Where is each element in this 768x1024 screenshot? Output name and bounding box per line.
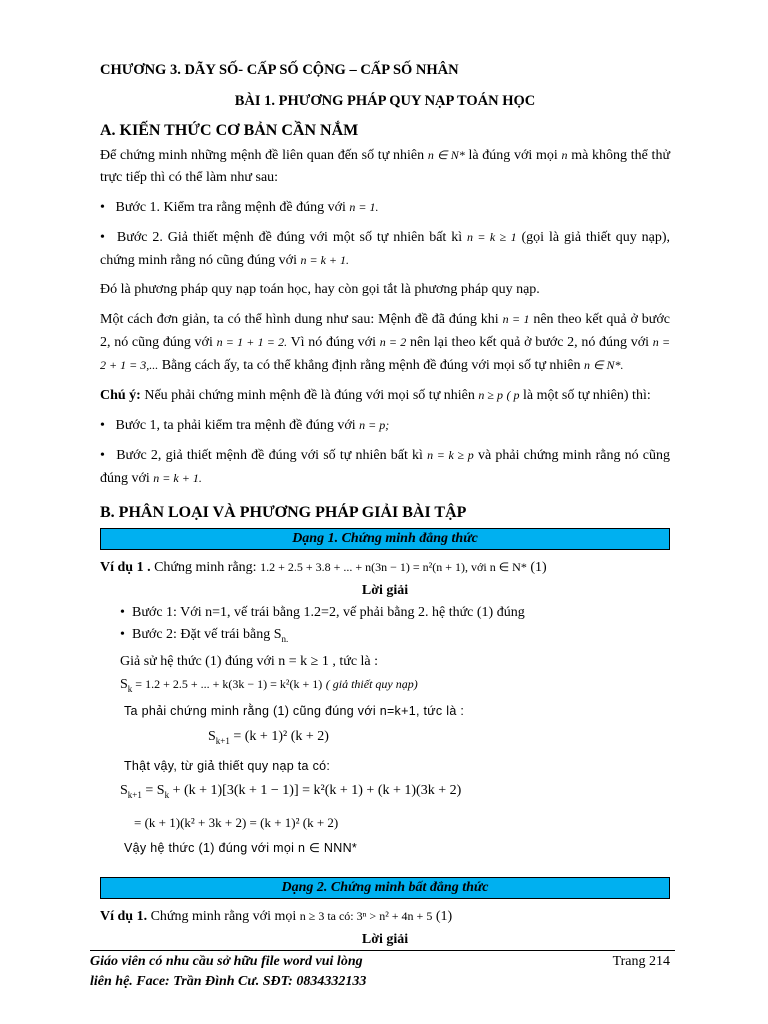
proof-rest: + (k + 1)[3(k + 1 − 1)] = k²(k + 1) + (k + 1)(3k + 2) (169, 783, 462, 799)
simple-math-2: n = 1 + 1 = 2. (216, 335, 288, 349)
page-content (100, 62, 670, 952)
step2-text-2: (gọi là giả thiết quy nạp), chứng minh rằng nó cũng đúng với (100, 230, 671, 268)
proof-sub-2: k (164, 790, 170, 801)
example2-number: (1) (435, 909, 453, 925)
solution-conclude: Vậy hệ thức (1) đúng với mọi n ∈ NNN* (124, 841, 358, 856)
method-sentence: Đó là phương pháp quy nạp toán học, hay còn gọi tắt là phương pháp quy nạp. (100, 282, 540, 297)
step1-paragraph (100, 196, 670, 219)
target-s: S (208, 728, 216, 744)
simple-math-5: n ∈ N*. (584, 358, 624, 372)
note-step2-math-2: n = k + 1. (153, 471, 202, 485)
note-paragraph (100, 384, 670, 407)
example2-math: n ≥ 3 ta có: 3ⁿ > n² + 4n + 5 (299, 909, 433, 924)
solution-step1 (100, 603, 670, 623)
solution-title: Lời giải (361, 583, 409, 598)
solution-assume: Giả sử hệ thức (1) đúng với n = k ≥ 1 , tức là : (120, 653, 379, 669)
simple-text-5: Bằng cách ấy, ta có thể khẳng định rằng mệnh đề đúng với mọi số tự nhiên (161, 358, 581, 373)
step1-text: Bước 1. Kiểm tra rằng mệnh đề đúng với (115, 200, 346, 215)
intro-text-2: là đúng với mọi (468, 148, 558, 163)
example2-text: Chứng minh rằng với mọi (150, 909, 297, 925)
step2-text-1: Bước 2. Giả thiết mệnh đề đúng với một số tự nhiên bất kì (116, 230, 463, 245)
lesson-title: BÀI 1. PHƯƠNG PHÁP QUY NẠP TOÁN HỌC (234, 93, 536, 109)
intro-paragraph (100, 144, 670, 189)
sk-sub: k (127, 683, 133, 694)
note-step1-math: n = p; (359, 418, 390, 432)
example1-number: (1) (530, 560, 547, 575)
solution-step2 (100, 625, 670, 649)
proof-s: S (120, 783, 128, 799)
example1-line (100, 556, 670, 579)
section-b-title: B. PHÂN LOẠI VÀ PHƯƠNG PHÁP GIẢI BÀI TẬP (100, 504, 467, 521)
bullet-icon: • (120, 605, 125, 620)
proof-eq: = S (141, 783, 165, 799)
intro-text-3: mà không thể thử trực tiếp thì có thể làm như sau: (100, 148, 671, 185)
note-math-1: n ≥ p (478, 388, 503, 402)
intro-text-1: Để chứng minh những mệnh đề liên quan đến số tự nhiên (100, 148, 425, 163)
proof-line-2: = (k + 1)(k² + 3k + 2) = (k + 1)² (k + 2) (134, 815, 339, 831)
sk-formula: = 1.2 + 2.5 + ... + k(3k − 1) = k²(k + 1) (132, 676, 323, 691)
step2-math-1: n = k ≥ 1 (467, 230, 517, 244)
simple-text-3: Vì nó đúng với (290, 335, 376, 350)
type2-band: Dạng 2. Chứng minh bất đẳng thức (100, 877, 670, 899)
bullet-icon: • (100, 200, 105, 215)
note-step2-paragraph (100, 444, 670, 490)
step2-paragraph (100, 226, 670, 272)
simple-math-3: n = 2 (379, 335, 407, 349)
bullet-icon: • (120, 627, 125, 642)
simple-paragraph (100, 308, 670, 377)
example1-math: 1.2 + 2.5 + 3.8 + ... + n(3n − 1) = n²(n + 1), với n ∈ N* (260, 560, 527, 574)
page-number: Trang 214 (612, 954, 670, 969)
step2-math-2: n = k + 1. (300, 253, 349, 267)
step1-math: n = 1. (349, 200, 379, 214)
bullet-icon: • (100, 418, 105, 433)
target-rest: = (k + 1)² (k + 2) (229, 728, 329, 744)
simple-math-4: n = 2 + 1 = 3,... (100, 335, 671, 372)
proof-line-1 (100, 777, 670, 809)
note-step2-text-1: Bước 2, giả thiết mệnh đề đúng với số tự nhiên bất kì (116, 448, 423, 463)
solution-sk-line (100, 673, 670, 700)
simple-text-2: nên theo kết quả ở bước 2, nó cũng đúng với (100, 312, 671, 350)
sk-symbol: S (120, 676, 128, 692)
example1-label: Ví dụ 1 . (100, 560, 151, 575)
solution-step2-text: Bước 2: Đặt vế trái bằng S (132, 627, 282, 642)
type1-band: Dạng 1. Chứng minh đẳng thức (100, 528, 670, 550)
section-a-title: A. KIẾN THỨC CƠ BẢN CẦN NẮM (100, 122, 359, 139)
solution-need: Ta phải chứng minh rằng (1) cũng đúng với n=k+1, tức là : (124, 703, 465, 718)
note-step1-paragraph (100, 414, 670, 437)
example1-text: Chứng minh rằng: (154, 560, 257, 575)
note-step2-math-1: n = k ≥ p (427, 448, 474, 462)
footer-line-1: Giáo viên có nhu cầu sở hữu file word vui lòng (90, 954, 363, 969)
solution-indeed: Thật vậy, từ giả thiết quy nạp ta có: (124, 759, 331, 774)
bullet-icon: • (100, 230, 105, 245)
footer-text (90, 952, 675, 992)
solution-step2-sub: n. (281, 633, 289, 644)
footer-line-2: liên hệ. Face: Trần Đình Cư. SĐT: 0834332133 (90, 974, 367, 989)
target-formula (100, 722, 670, 756)
example2-line (100, 905, 670, 928)
proof-sub-1: k+1 (127, 790, 142, 801)
simple-math-1: n = 1 (502, 312, 530, 326)
note-step2-text-2: và phải chứng minh rằng nó cũng đúng với (100, 448, 671, 486)
bullet-icon: • (100, 448, 105, 463)
solution-title-2: Lời giải (361, 932, 409, 948)
chapter-title: CHƯƠNG 3. DÃY SỐ- CẤP SỐ CỘNG – CẤP SỐ NHÂN (100, 62, 459, 78)
note-text-2: là một số tự nhiên) thì: (522, 388, 651, 403)
target-sub: k+1 (215, 735, 230, 746)
intro-math-1: n ∈ N* (427, 148, 465, 162)
note-text-1: Nếu phải chứng minh mệnh đề là đúng với mọi số tự nhiên (144, 388, 475, 403)
note-label: Chú ý: (100, 388, 141, 403)
footer-divider (90, 950, 675, 951)
note-math-2: ( p (506, 388, 520, 402)
intro-math-2: n (561, 148, 568, 162)
solution-step1-text: Bước 1: Với n=1, vế trái bằng 1.2=2, vế phải bằng 2. hệ thức (1) đúng (132, 605, 525, 620)
note-step1-text: Bước 1, ta phải kiểm tra mệnh đề đúng với (115, 418, 356, 433)
simple-text-1: Một cách đơn giản, ta có thể hình dung như sau: Mệnh đề đã đúng khi (100, 312, 499, 327)
sk-note: ( giả thiết quy nạp) (325, 676, 418, 691)
simple-text-4: nên lại theo kết quả ở bước 2, nó đúng với (409, 335, 650, 350)
example2-label: Ví dụ 1. (100, 909, 148, 925)
